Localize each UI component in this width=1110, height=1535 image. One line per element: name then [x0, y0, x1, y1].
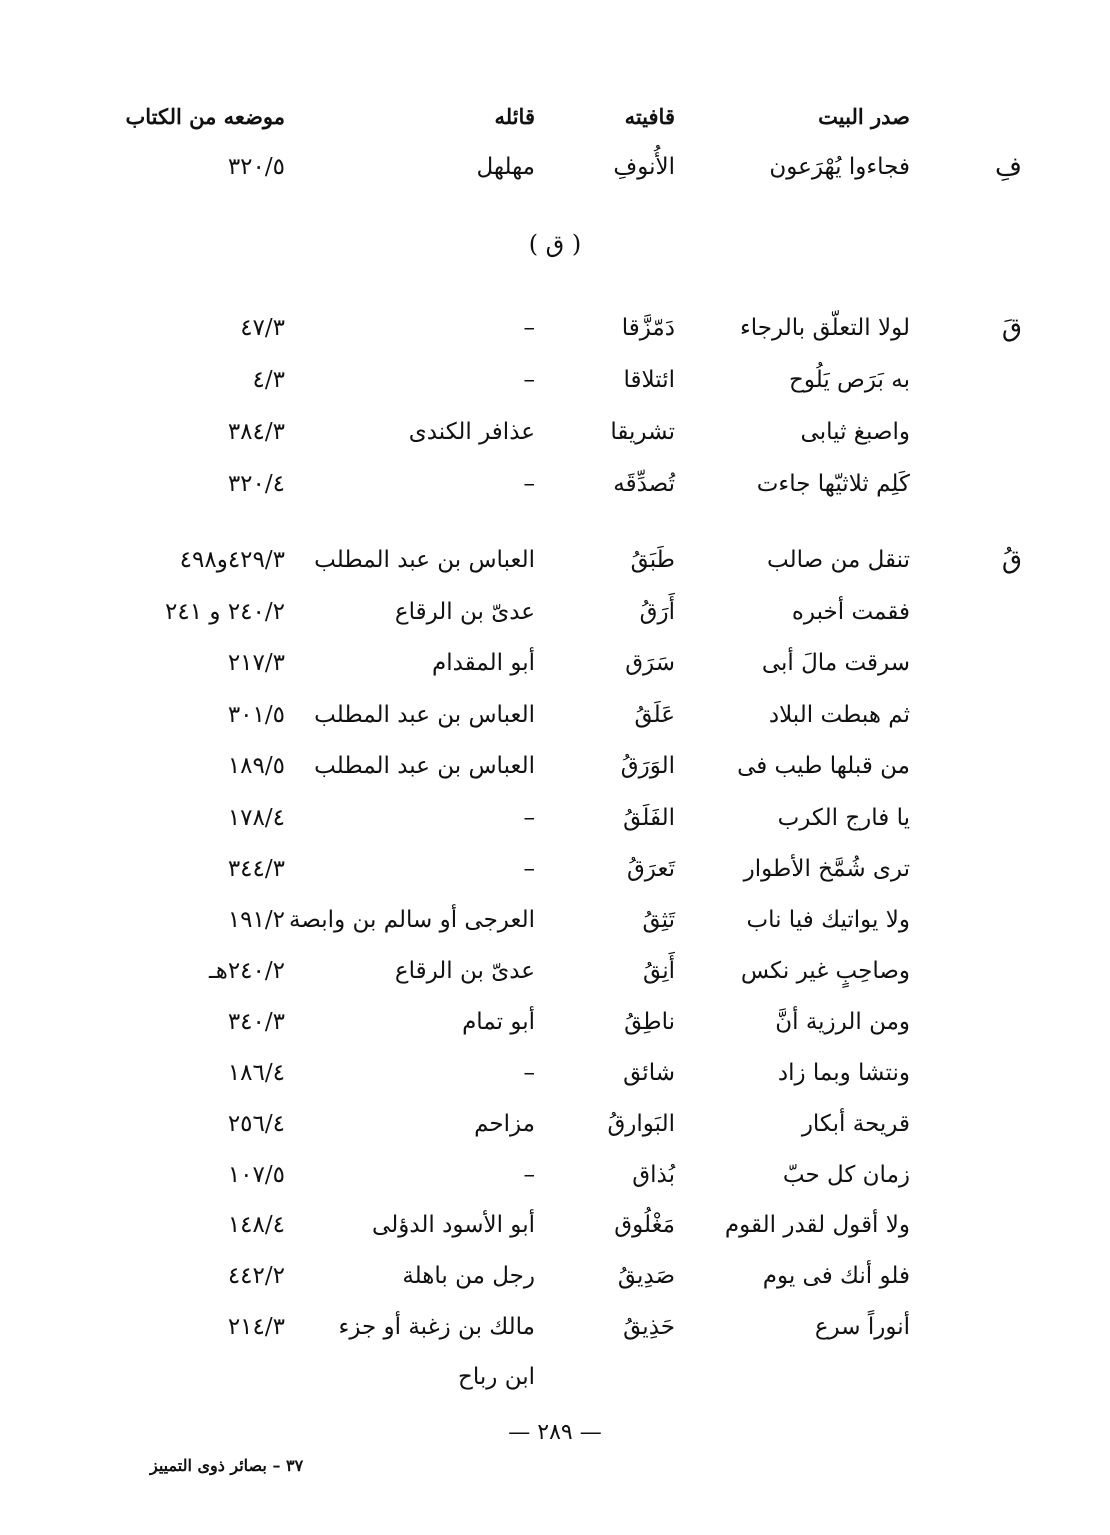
- book-reference: ٢١٧/٣: [227, 650, 285, 676]
- header-rhyme: قافيته: [624, 104, 675, 129]
- book-reference: ١٤٨/٤: [227, 1212, 285, 1238]
- book-reference: ٣٠١/٥: [227, 702, 285, 728]
- table-row: [0, 142, 1110, 192]
- rhyme-letter: فِ: [995, 152, 1022, 182]
- table-row: [0, 407, 1110, 457]
- first-hemistich: سرقت مالَ أبى: [761, 650, 910, 676]
- table-row: [0, 793, 1110, 843]
- first-hemistich: ترى شُمَّخ الأطوار: [743, 856, 910, 882]
- first-hemistich: فجاءوا يُهْرَعون: [769, 154, 910, 180]
- book-reference: ١٧٨/٤: [227, 805, 285, 831]
- book-reference: ١٨٩/٥: [227, 753, 285, 779]
- rhyme-word: تَثِقُ: [642, 907, 675, 933]
- rhyme-word: الأُنوفِ: [613, 154, 675, 180]
- table-row: [0, 895, 1110, 945]
- poet-name: عدىّ بن الرقاع: [394, 958, 535, 984]
- first-hemistich: به بَرَص يَلُوح: [789, 367, 910, 393]
- book-reference: ٣٢٠/٥: [227, 154, 285, 180]
- poet-name: –: [523, 471, 535, 497]
- poet-name: العباس بن عبد المطلب: [314, 547, 535, 573]
- table-row: [0, 1048, 1110, 1098]
- rhyme-word: حَذِيقُ: [623, 1314, 675, 1340]
- table-row: [0, 1099, 1110, 1149]
- table-row: [0, 741, 1110, 791]
- book-reference: ١٨٦/٤: [227, 1060, 285, 1086]
- first-hemistich: قريحة أبكار: [801, 1111, 910, 1137]
- poet-name: العباس بن عبد المطلب: [314, 753, 535, 779]
- rhyme-word: أَرَقُ: [639, 599, 675, 625]
- first-hemistich: ولا أقول لقدر القوم: [724, 1212, 910, 1238]
- first-hemistich: كَلِم ثلاثيّها جاءت: [756, 471, 910, 497]
- table-row: [0, 638, 1110, 688]
- rhyme-word: بُذاق: [632, 1162, 675, 1188]
- rhyme-word: الفَلَقُ: [623, 805, 675, 831]
- rhyme-word: شائق: [623, 1060, 675, 1086]
- table-row: [0, 946, 1110, 996]
- table-row: [0, 587, 1110, 637]
- first-hemistich: ثم هبطت البلاد: [768, 702, 910, 728]
- poet-name: أبو الأسود الدؤلى: [372, 1212, 535, 1238]
- poet-name: مزاحم: [474, 1111, 535, 1137]
- rhyme-word: البَوارقُ: [607, 1111, 675, 1137]
- rhyme-word: عَلَقُ: [634, 702, 675, 728]
- poet-name: –: [523, 1162, 535, 1188]
- first-hemistich: أنوراً سرع: [814, 1314, 910, 1340]
- poet-name: عذافر الكندى: [408, 419, 535, 445]
- page-number: — ٢٨٩ —: [508, 1420, 602, 1445]
- rhyme-word: الوَرَقُ: [620, 753, 675, 779]
- rhyme-word: أَنِقُ: [643, 958, 675, 984]
- first-hemistich: فلو أنك فى يوم: [762, 1263, 910, 1289]
- first-hemistich: فقمت أخبره: [791, 599, 910, 625]
- header-first-hemistich: صدر البيت: [818, 104, 910, 129]
- book-reference: ٢٥٦/٤: [227, 1111, 285, 1137]
- book-reference: ٤٤٢/٢: [227, 1263, 285, 1289]
- book-reference: ٤/٣: [252, 367, 285, 393]
- rhyme-word: تشريقا: [610, 419, 675, 445]
- first-hemistich: ونتشا وبما زاد: [777, 1060, 910, 1086]
- poet-name: –: [523, 315, 535, 341]
- table-row: [0, 997, 1110, 1047]
- poet-name: –: [523, 856, 535, 882]
- poet-name: أبو المقدام: [431, 650, 535, 676]
- table-row: [0, 690, 1110, 740]
- footer-signature: ٣٧ – بصائر ذوى التمييز: [150, 1456, 304, 1475]
- first-hemistich: لولا التعلّق بالرجاء: [739, 315, 910, 341]
- book-reference: ٤٢٩/٣و٤٩٨: [179, 547, 285, 573]
- poet-name: أبو تمام: [462, 1009, 535, 1035]
- book-reference: ٣٢٠/٤: [227, 471, 285, 497]
- rhyme-word: ناطِقُ: [624, 1009, 675, 1035]
- table-row: [0, 303, 1110, 353]
- rhyme-word: تَعرَقُ: [626, 856, 675, 882]
- poet-name: العرجى أو سالم بن وابصة: [289, 907, 535, 933]
- book-reference: ٣٨٤/٣: [227, 419, 285, 445]
- first-hemistich: ولا يواتيك فيا ناب: [746, 907, 910, 933]
- rhyme-word: صَدِيقُ: [617, 1263, 675, 1289]
- book-reference: ٤٧/٣: [240, 315, 285, 341]
- rhyme-word: طَبَقُ: [630, 547, 675, 573]
- book-reference: ١٩١/٢: [227, 907, 285, 933]
- book-reference: ٢٤٠/٢هـ: [208, 958, 285, 984]
- table-row: [0, 355, 1110, 405]
- table-row: [0, 459, 1110, 509]
- first-hemistich: زمان كل حبّ: [782, 1162, 910, 1188]
- book-reference: ٢٤٠/٢ و ٢٤١: [165, 599, 285, 625]
- rhyme-word: تُصدِّقَه: [613, 471, 675, 497]
- poet-name: –: [523, 805, 535, 831]
- first-hemistich: واصبغ ثيابى: [800, 419, 910, 445]
- first-hemistich: تنقل من صالب: [767, 547, 910, 573]
- book-reference: ٣٤٠/٣: [227, 1009, 285, 1035]
- rhyme-letter: قُ: [1001, 545, 1022, 575]
- header-reference: موضعه من الكتاب: [125, 104, 285, 129]
- poet-name: عدىّ بن الرقاع: [394, 599, 535, 625]
- poet-name: رجل من باهلة: [402, 1263, 535, 1289]
- rhyme-word: سَرَق: [625, 650, 675, 676]
- rhyme-word: دَمّزَّقا: [621, 315, 675, 341]
- rhyme-letter: قَ: [1001, 313, 1022, 343]
- rhyme-word: ائتلاقا: [623, 367, 675, 393]
- book-reference: ٢١٤/٣: [227, 1314, 285, 1340]
- poet-name: مهلهل: [476, 154, 535, 180]
- table-row: [0, 844, 1110, 894]
- table-row: [0, 1150, 1110, 1200]
- first-hemistich: من قبلها طيب فى: [737, 753, 910, 779]
- poet-name: العباس بن عبد المطلب: [314, 702, 535, 728]
- rhyme-word: مَغْلُوق: [614, 1212, 675, 1238]
- poet-name: –: [523, 1060, 535, 1086]
- poet-name-continuation: ابن رباح: [458, 1364, 535, 1390]
- poet-name: –: [523, 367, 535, 393]
- table-header: [0, 92, 1110, 142]
- first-hemistich: ومن الرزية أنَّ: [775, 1009, 910, 1035]
- poet-name: مالك بن زغبة أو جزء: [338, 1314, 535, 1340]
- book-reference: ١٠٧/٥: [227, 1162, 285, 1188]
- table-row: [0, 1302, 1110, 1352]
- first-hemistich: وصاحِبٍ غير نكس: [740, 958, 910, 984]
- table-row: [0, 1200, 1110, 1250]
- section-heading-qaf: ( ق ): [528, 230, 582, 258]
- table-row: [0, 1251, 1110, 1301]
- table-row: [0, 535, 1110, 585]
- first-hemistich: يا فارج الكرب: [777, 805, 910, 831]
- header-poet: قائله: [494, 104, 535, 129]
- book-reference: ٣٤٤/٣: [227, 856, 285, 882]
